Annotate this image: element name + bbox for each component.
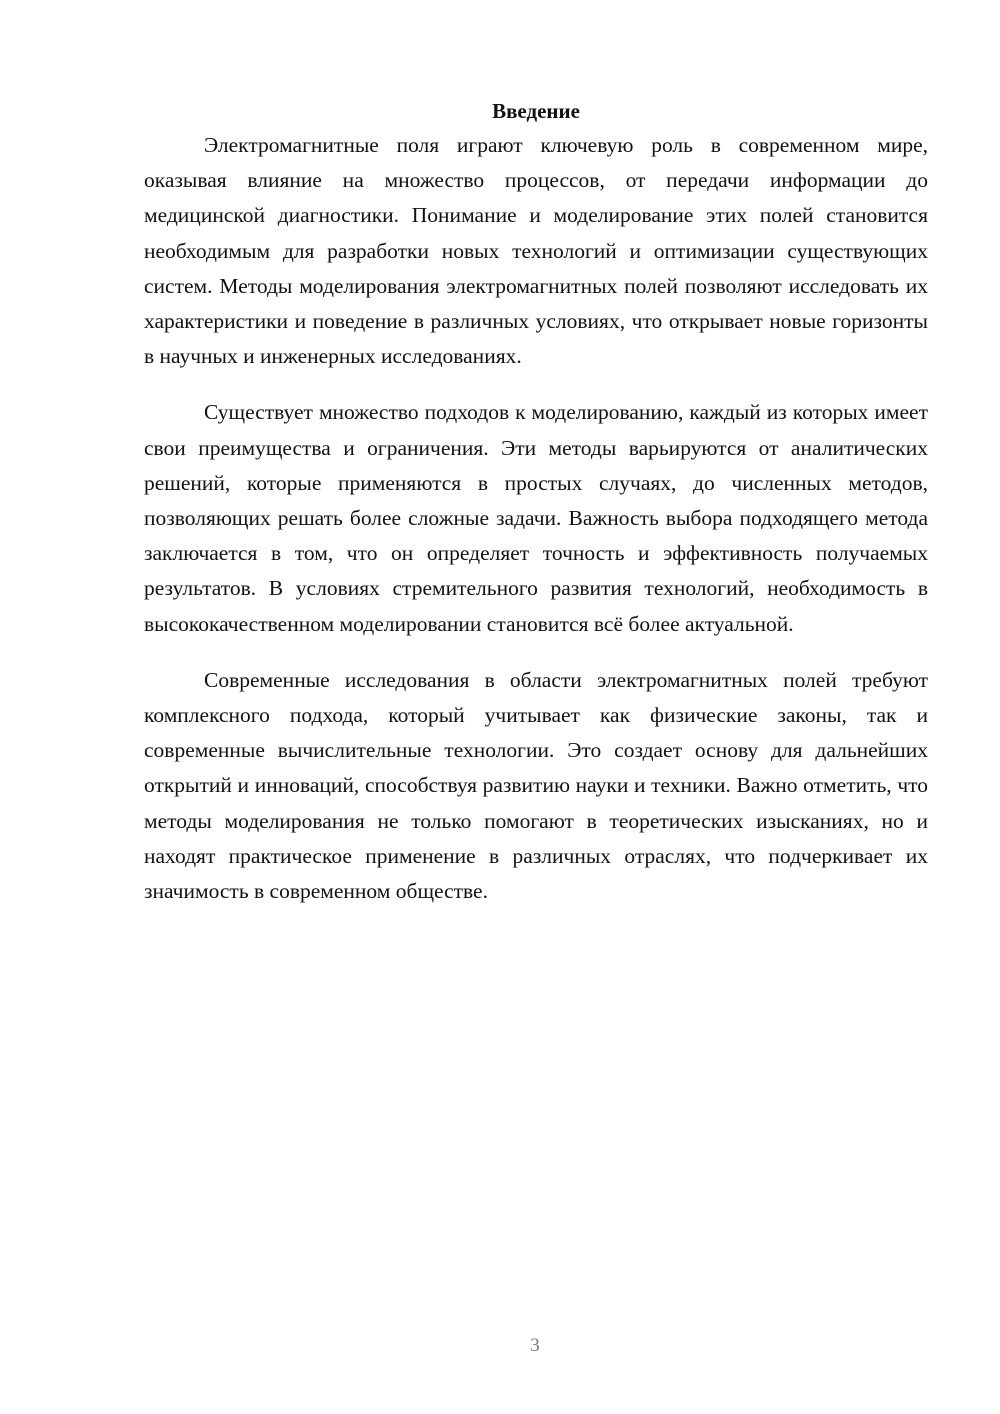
section-heading: Введение (492, 99, 580, 123)
paragraph-2: Существует множество подходов к моделированию, каждый из которых имеет свои преимущества и ограничения. Эти методы варьируются от аналитических решений, которые применяются в простых случаях, до численных методов, позволяющих решать более сложные задачи. Важность выбора подходящего метода заключается в том, что он определяет точность и эффективность получаемых результатов. В условиях стремительного развития технологий, необходимость в высококачественном моделировании становится всё более актуальной. (144, 400, 928, 636)
page-content (144, 95, 928, 909)
paragraph-1: Электромагнитные поля играют ключевую роль в современном мире, оказывая влияние на множество процессов, от передачи информации до медицинской диагностики. Понимание и моделирование этих полей становится необходимым для разработки новых технологий и оптимизации существующих систем. Методы моделирования электромагнитных полей позволяют исследовать их характеристики и поведение в различных условиях, что открывает новые горизонты в научных и инженерных исследованиях. (144, 133, 928, 369)
paragraph-3: Современные исследования в области электромагнитных полей требуют комплексного подхода, который учитывает как физические законы, так и современные вычислительные технологии. Это создает основу для дальнейших открытий и инноваций, способствуя развитию науки и техники. Важно отметить, что методы моделирования не только помогают в теоретических изысканиях, но и находят практическое применение в различных отраслях, что подчеркивает их значимость в современном обществе. (144, 667, 928, 904)
page-number: 3 (530, 1335, 540, 1356)
